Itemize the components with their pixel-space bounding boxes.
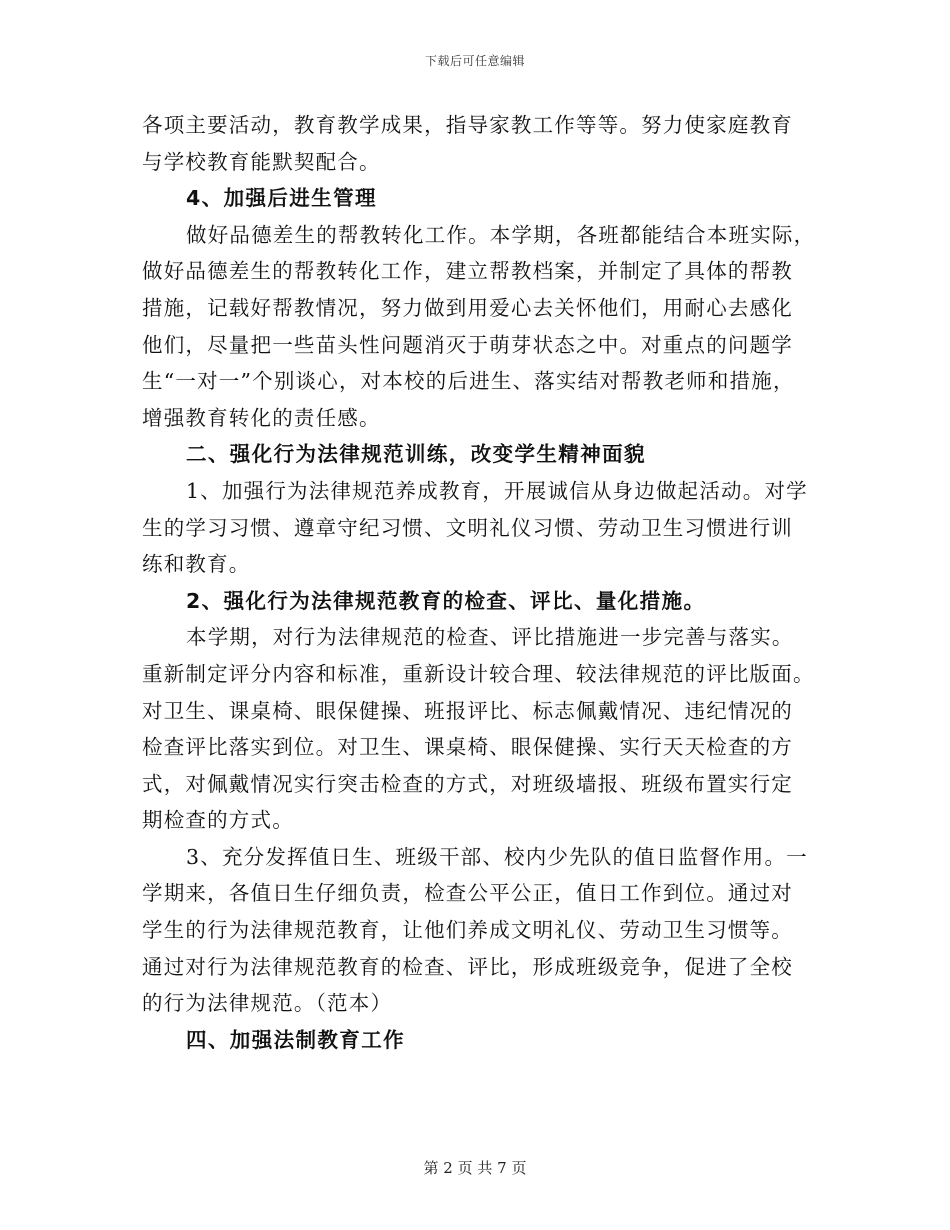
section-heading: 二、强化行为法律规范训练，改变学生精神面貌 <box>186 442 646 467</box>
paragraph-line: 学期来，各值日生仔细负责，检查公平公正，值日工作到位。通过对 <box>142 881 793 906</box>
paragraph-line: 与学校教育能默契配合。 <box>142 149 381 174</box>
paragraph-line: 做好品德差生的帮教转化工作。本学期，各班都能结合本班实际， <box>186 222 816 247</box>
header-note: 下载后可任意编辑 <box>424 54 525 68</box>
paragraph-line: 措施，记载好帮教情况，努力做到用爱心去关怀他们，用耐心去感化 <box>142 295 793 320</box>
section-heading: 2、强化行为法律规范教育的检查、评比、量化措施。 <box>186 588 706 613</box>
paragraph-line: 的行为法律规范。（范本） <box>142 991 393 1016</box>
section-heading: 四、加强法制教育工作 <box>186 1027 405 1052</box>
paragraph-line: 生的学习习惯、遵章守纪习惯、文明礼仪习惯、劳动卫生习惯进行训 <box>142 515 793 540</box>
paragraph-line: 各项主要活动，教育教学成果，指导家教工作等等。努力使家庭教育 <box>142 113 793 137</box>
document-body <box>142 107 816 1058</box>
paragraph-line: 对卫生、课桌椅、眼保健操、班报评比、标志佩戴情况、违纪情况的 <box>142 698 793 723</box>
paragraph-line: 学生的行为法律规范教育，让他们养成文明礼仪、劳动卫生习惯等。 <box>142 918 793 943</box>
paragraph-line: 式，对佩戴情况实行突击检查的方式，对班级墙报、班级布置实行定 <box>142 771 793 796</box>
paragraph-line: 练和教育。 <box>142 552 251 577</box>
paragraph-line: 他们，尽量把一些苗头性问题消灭于萌芽状态之中。对重点的问题学 <box>142 332 793 357</box>
paragraph-line: 1、加强行为法律规范养成教育，开展诚信从身边做起活动。对学 <box>186 478 808 503</box>
paragraph-line: 通过对行为法律规范教育的检查、评比，形成班级竞争，促进了全校 <box>142 954 793 979</box>
page-number: 第 2 页 共 7 页 <box>423 1159 527 1177</box>
paragraph-line: 检查评比落实到位。对卫生、课桌椅、眼保健操、实行天天检查的方 <box>142 735 793 760</box>
paragraph-line: 本学期，对行为法律规范的检查、评比措施进一步完善与落实。 <box>186 625 794 650</box>
paragraph-line: 生“一对一”个别谈心，对本校的后进生、落实结对帮教老师和措施， <box>142 369 795 394</box>
paragraph-line: 重新制定评分内容和标准，重新设计较合理、较法律规范的评比版面。 <box>142 661 815 686</box>
section-heading: 4、加强后进生管理 <box>186 186 377 211</box>
paragraph-line: 做好品德差生的帮教转化工作，建立帮教档案，并制定了具体的帮教 <box>142 259 793 284</box>
paragraph-line: 期检查的方式。 <box>142 808 294 833</box>
paragraph-line: 增强教育转化的责任感。 <box>142 405 381 430</box>
paragraph-line: 3、充分发挥值日生、班级干部、校内少先队的值日监督作用。一 <box>186 844 808 869</box>
